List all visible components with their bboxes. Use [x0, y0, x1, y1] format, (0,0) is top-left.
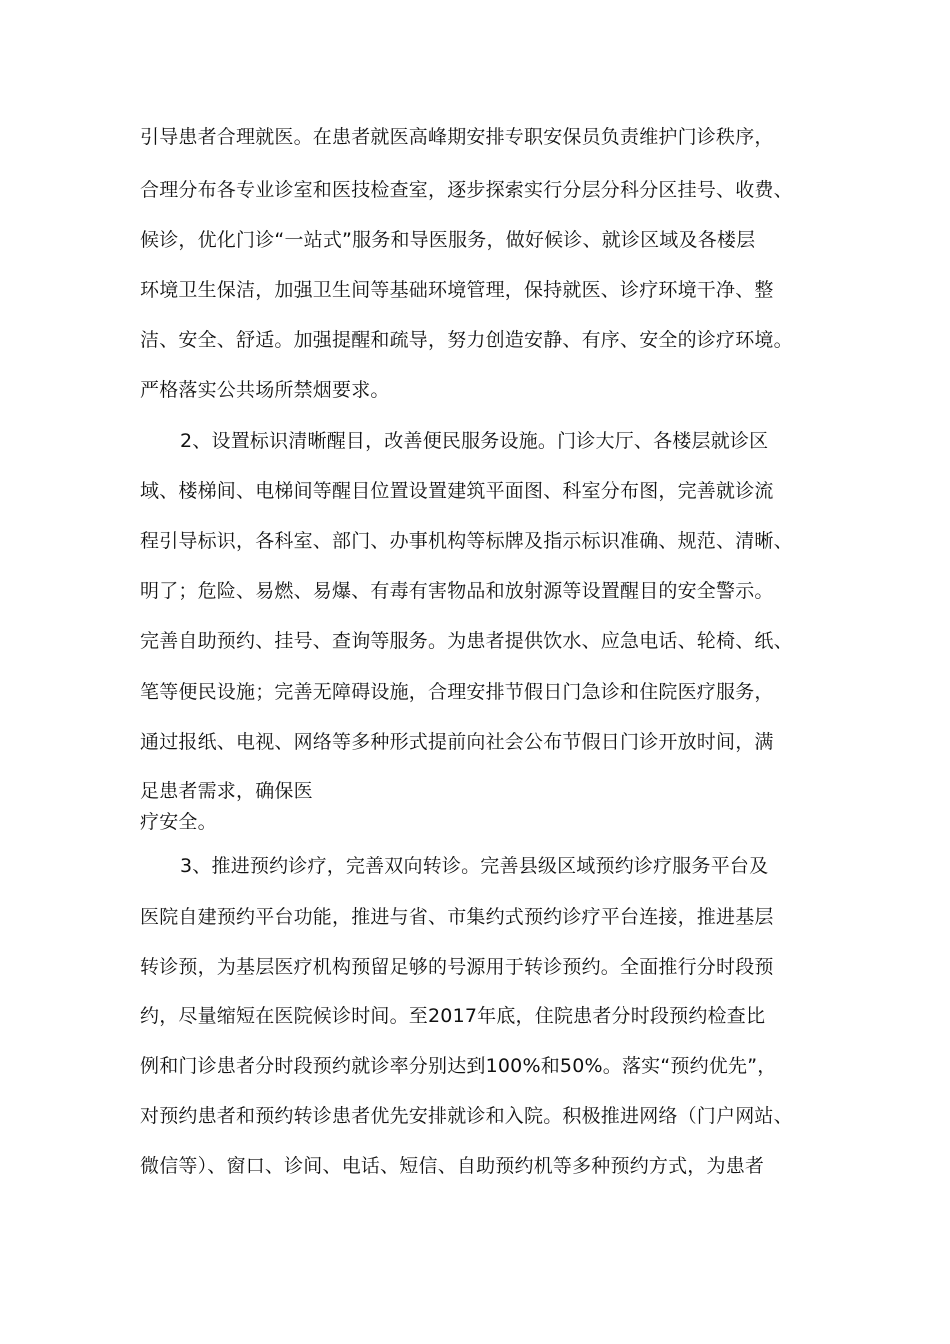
text-line: 引导患者合理就医。在患者就医高峰期安排专职安保员负责维护门诊秩序，	[140, 126, 774, 148]
paragraph-2-first-line: 2、设置标识清晰醒目，改善便民服务设施。门诊大厅、各楼层就诊区	[180, 430, 769, 452]
text-line: 疗安全。	[140, 811, 217, 833]
text-line: 严格落实公共场所禁烟要求。	[140, 379, 390, 401]
text-line: 域、楼梯间、电梯间等醒目位置设置建筑平面图、科室分布图，完善就诊流	[140, 480, 774, 502]
text-line: 转诊预，为基层医疗机构预留足够的号源用于转诊预约。全面推行分时段预	[140, 956, 774, 978]
text-line: 足患者需求，确保医	[140, 780, 313, 802]
text-line: 候诊，优化门诊“一站式”服务和导医服务，做好候诊、就诊区域及各楼层	[140, 229, 756, 251]
text-line: 环境卫生保洁，加强卫生间等基础环境管理，保持就医、诊疗环境干净、整	[140, 279, 774, 301]
text-line: 例和门诊患者分时段预约就诊率分别达到100%和50%。落实“预约优先”，	[140, 1055, 777, 1077]
text-line: 微信等）、窗口、诊间、电话、短信、自助预约机等多种预约方式，为患者	[140, 1155, 765, 1177]
text-line: 合理分布各专业诊室和医技检查室，逐步探索实行分层分科分区挂号、收费、	[140, 179, 793, 201]
paragraph-3-first-line: 3、推进预约诊疗，完善双向转诊。完善县级区域预约诊疗服务平台及	[180, 855, 769, 877]
text-line: 明了；危险、易燃、易爆、有毒有害物品和放射源等设置醒目的安全警示。	[140, 580, 774, 602]
text-line: 笔等便民设施；完善无障碍设施，合理安排节假日门急诊和住院医疗服务，	[140, 681, 774, 703]
text-line: 完善自助预约、挂号、查询等服务。为患者提供饮水、应急电话、轮椅、纸、	[140, 630, 793, 652]
text-line: 程引导标识，各科室、部门、办事机构等标牌及指示标识准确、规范、清晰、	[140, 530, 793, 552]
text-line: 约，尽量缩短在医院候诊时间。至2017年底，住院患者分时段预约检查比	[140, 1005, 766, 1027]
text-line: 对预约患者和预约转诊患者优先安排就诊和入院。积极推进网络（门户网站、	[140, 1105, 793, 1127]
text-line: 通过报纸、电视、网络等多种形式提前向社会公布节假日门诊开放时间，满	[140, 731, 774, 753]
text-line: 医院自建预约平台功能，推进与省、市集约式预约诊疗平台连接，推进基层	[140, 906, 774, 928]
text-line: 洁、安全、舒适。加强提醒和疏导，努力创造安静、有序、安全的诊疗环境。	[140, 329, 793, 351]
